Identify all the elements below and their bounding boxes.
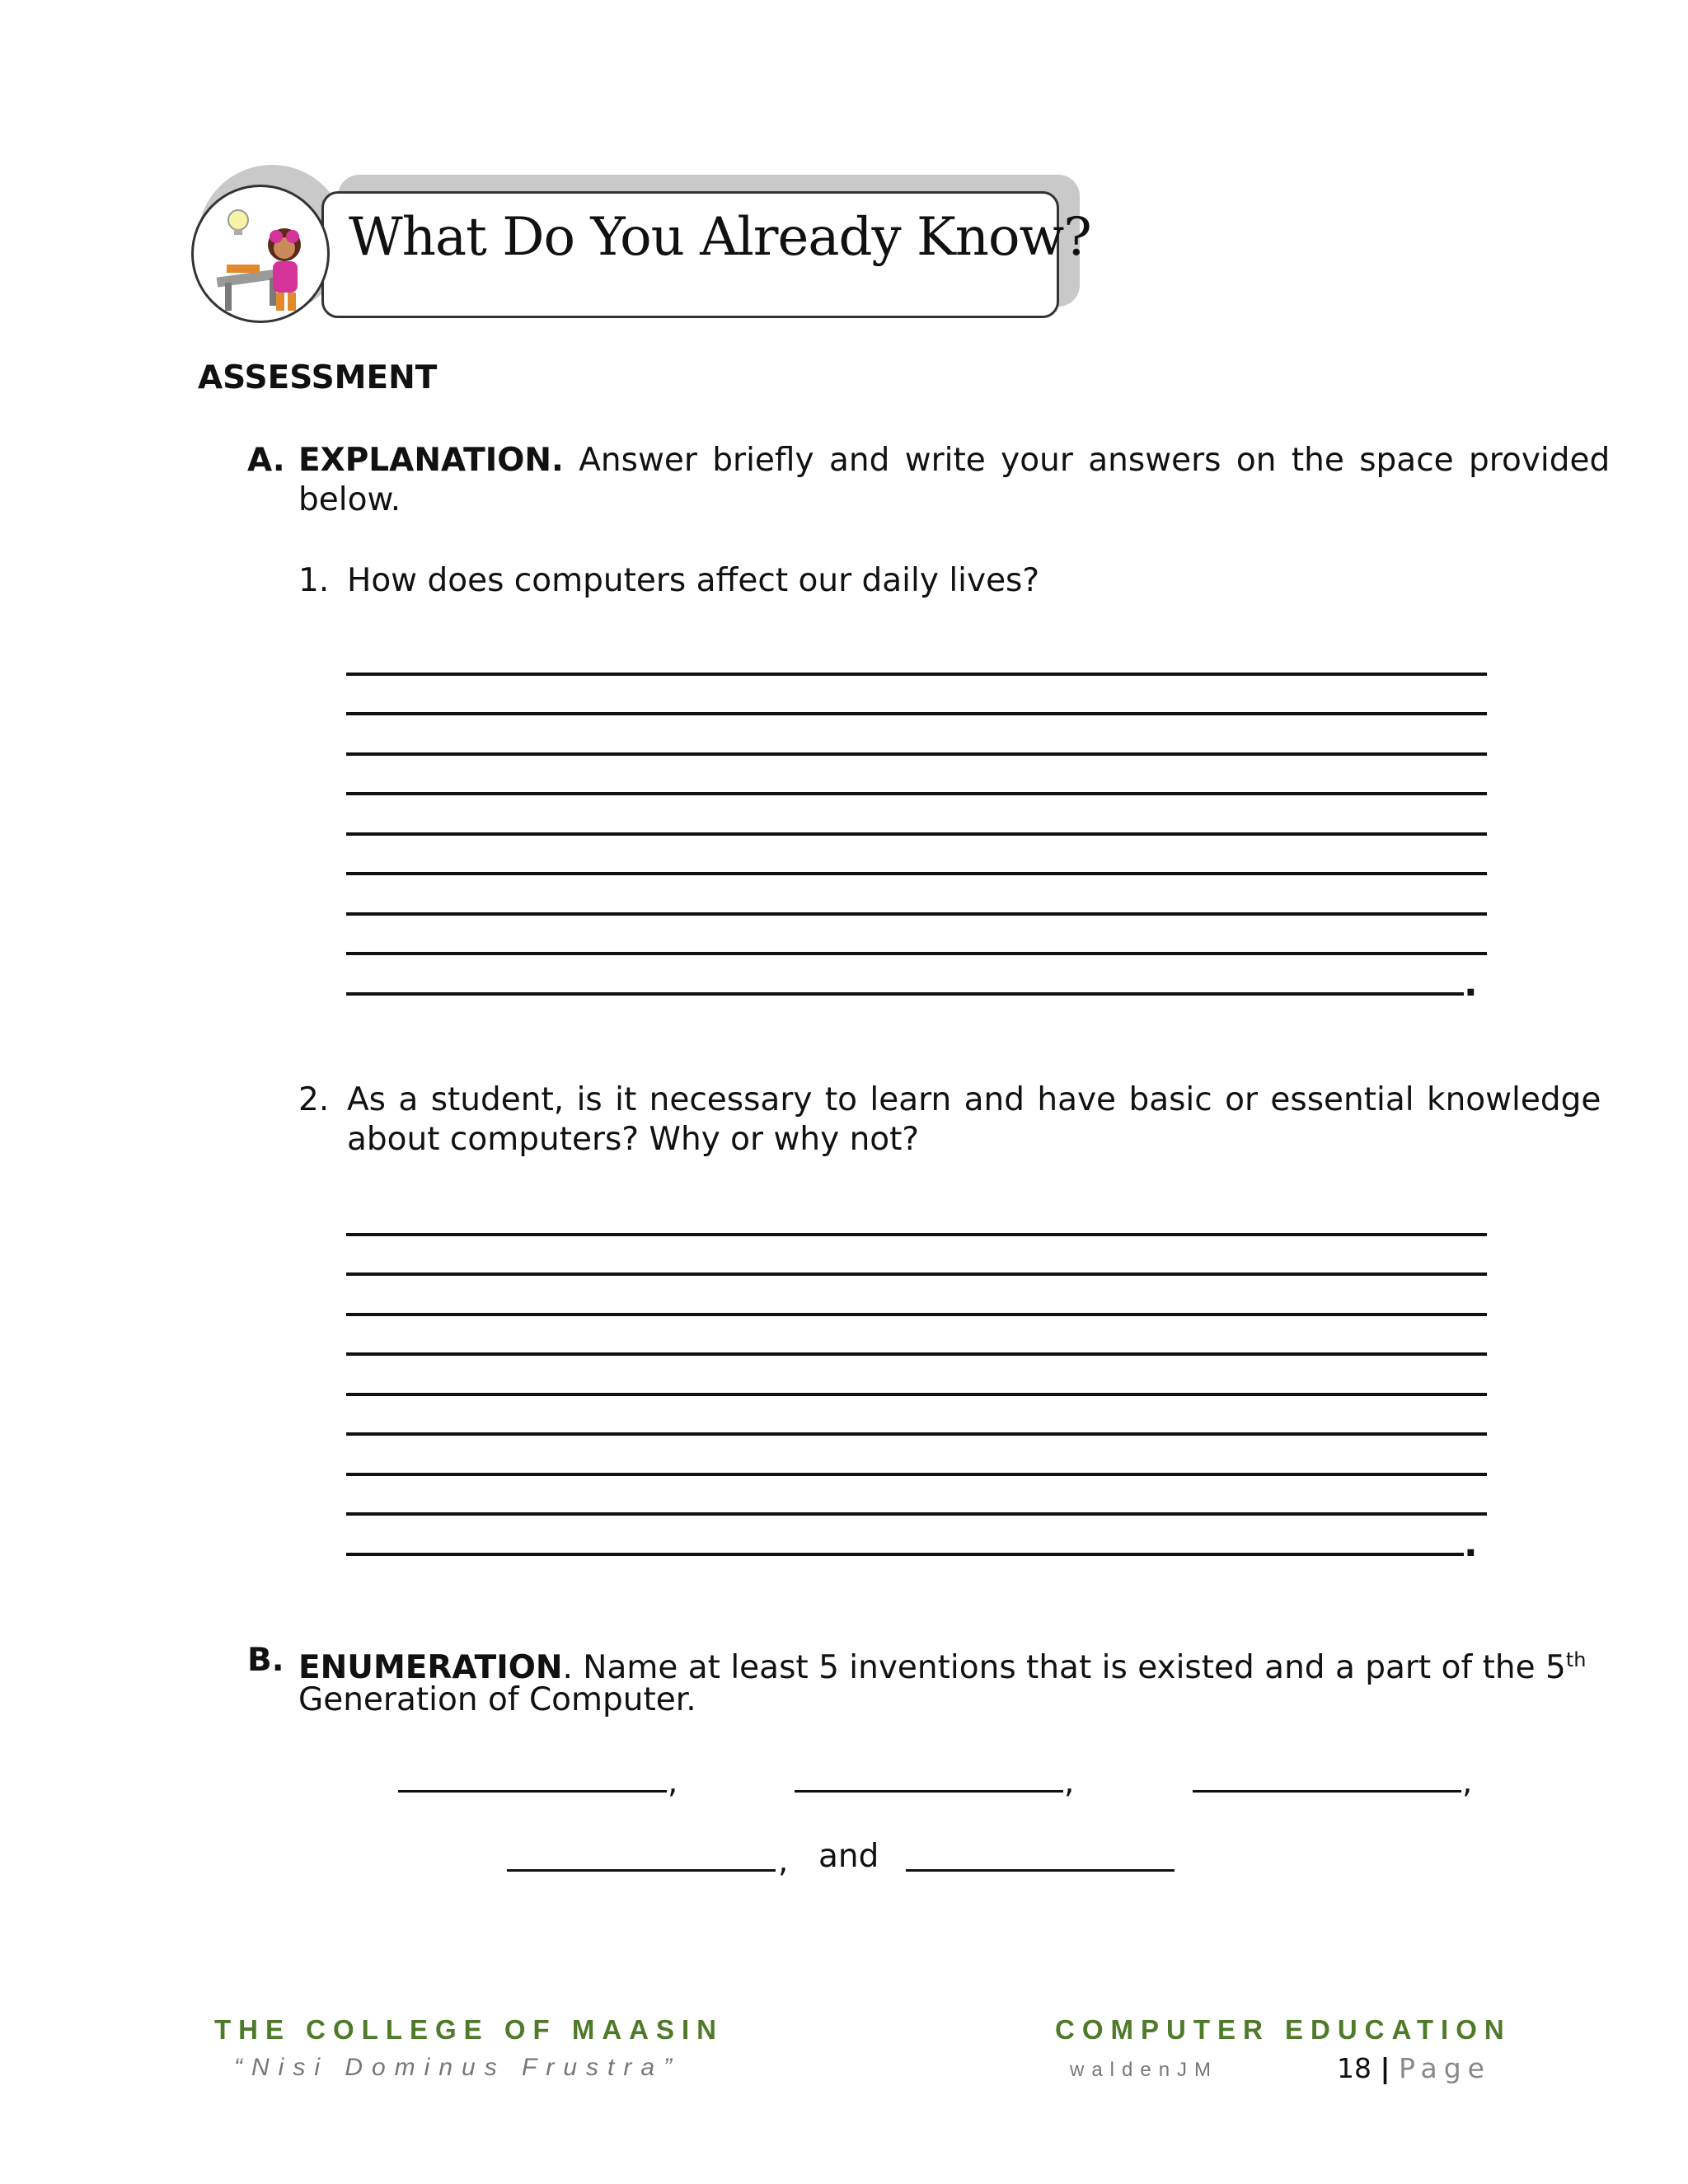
part-a-title: EXPLANATION. [298,442,564,479]
answer-line[interactable] [346,952,1487,955]
answer-line[interactable] [346,1393,1487,1396]
answer-line[interactable] [346,832,1487,836]
answer-line[interactable] [346,1313,1487,1316]
answer-line[interactable] [346,912,1487,916]
assessment-heading: ASSESSMENT [198,359,438,396]
end-period: . [1464,963,1478,1005]
question-2-text-line2: about computers? Why or why not? [347,1121,920,1158]
answer-blank[interactable] [906,1869,1175,1872]
answer-line[interactable] [346,1233,1487,1236]
footer-page-number: 18 | Page [1337,2052,1491,2084]
footer-department: COMPUTER EDUCATION [1055,2014,1512,2045]
answer-blank[interactable] [795,1790,1063,1793]
part-a-letter: A. [247,442,285,479]
answer-line[interactable] [346,792,1487,795]
and-word: and [818,1838,879,1875]
answer-blank[interactable] [507,1869,776,1872]
answer-line[interactable] [346,1473,1487,1476]
footer-author: waldenJM [1070,2059,1219,2081]
part-b-title: ENUMERATION [298,1649,563,1686]
banner-title: What Do You Already Know? [349,207,1091,268]
answer-line[interactable] [346,1352,1487,1356]
comma: , [1462,1764,1473,1801]
answer-blank[interactable] [1193,1790,1461,1793]
question-1-text: How does computers affect our daily lives? [347,562,1040,599]
footer-motto: “Nisi Dominus Frustra” [234,2054,682,2081]
answer-line[interactable] [346,1553,1464,1556]
answer-line[interactable] [346,1432,1487,1436]
student-clipart-icon [191,185,330,323]
comma: , [1064,1764,1075,1801]
answer-line[interactable] [346,712,1487,715]
comma: , [778,1843,789,1880]
answer-blank[interactable] [398,1790,667,1793]
end-period: . [1464,1523,1478,1565]
part-b-letter: B. [247,1642,284,1679]
answer-line[interactable] [346,673,1487,676]
answer-line[interactable] [346,752,1487,756]
answer-line[interactable] [346,992,1464,996]
part-b-instruction-cont: Generation of Computer. [298,1681,696,1718]
answer-line[interactable] [346,872,1487,875]
part-a-instruction-text: Answer briefly and write your answers on the space provided [563,442,1611,479]
part-b-superscript: th [1565,1648,1587,1671]
question-1-number: 1. [298,562,330,599]
footer-school-name: THE COLLEGE OF MAASIN [214,2014,724,2045]
comma: , [668,1764,678,1801]
part-b-instruction-text: . Name at least 5 inventions that is existed and a part of the 5 [562,1649,1566,1686]
part-a-instruction-cont: below. [298,481,401,518]
question-2-number: 2. [298,1081,330,1118]
answer-line[interactable] [346,1272,1487,1276]
question-2-text-line1: As a student, is it necessary to learn and have basic or essential knowledge [347,1081,1601,1118]
banner-box [321,191,1091,318]
part-a-text [298,440,1611,480]
section-banner [191,165,1091,330]
answer-line[interactable] [346,1512,1487,1516]
